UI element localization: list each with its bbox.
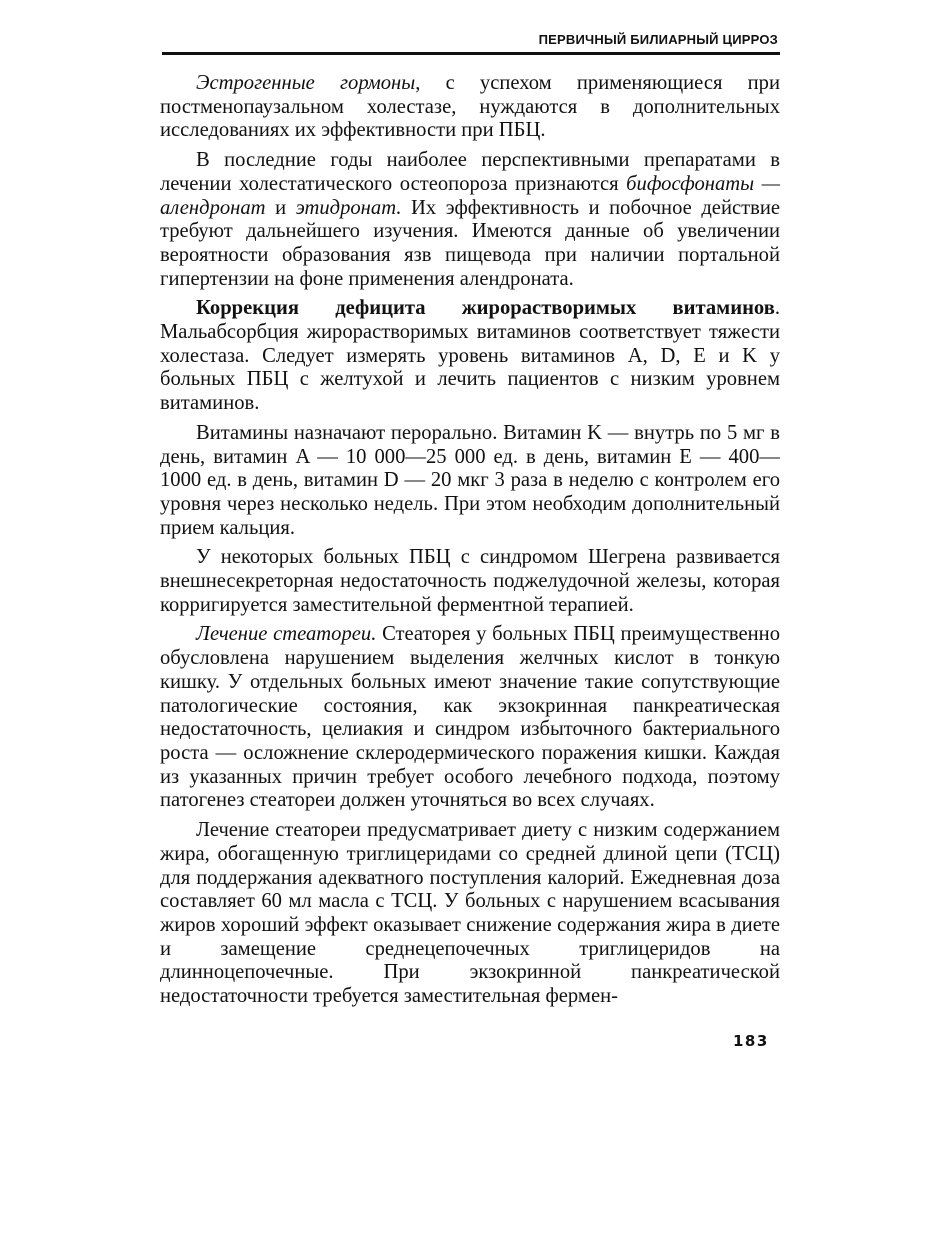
paragraph-text: Их эффективность и побочное действие требуют дальнейшего изучения. Имеются данные об увеличении вероятности образования язв пищевода при наличии портальной гипертензии на фоне применения алендроната.	[160, 196, 780, 290]
paragraph-text: Стеаторея у больных ПБЦ преимущественно обусловлена нарушением выделения желчных кислот в тонкую кишку. У отдельных больных имеют значение такие сопутствующие патологические состояния, как экзокринная панкреатическая недостаточность, целиакия и синдром избыточного бактериального роста — осложнение склеродермического поражения кишки. Каждая из указанных причин требует особого лечебного подхода, поэтому патогенез стеатореи должен уточняться во всех случаях.	[160, 623, 780, 812]
running-title: ПЕРВИЧНЫЙ БИЛИАРНЫЙ ЦИРРОЗ	[538, 32, 778, 47]
paragraph-steatorrhea-treatment	[160, 819, 780, 1009]
paragraph-text: . Мальабсорбция жирорастворимых витаминов соответствует тяжести холестаза. Следует измерять уровень витаминов A, D, E и K у больных ПБЦ с желтухой и лечить пациентов с низким уровнем витаминов.	[160, 297, 780, 415]
page-body	[160, 72, 780, 1015]
paragraph-text: Витамины назначают перорально. Витамин K — внутрь по 5 мг в день, витамин A — 10 000—25 000 ед. в день, витамин E — 400—1000 ед. в день, витамин D — 20 мкг 3 раза в неделю с контролем его уровня через несколько недель. При этом необходим дополнительный прием кальция.	[160, 421, 780, 539]
inline-italic-term: этидронат.	[295, 196, 402, 219]
paragraph-lead-italic: Лечение стеатореи.	[196, 623, 377, 646]
paragraph-text: , с успехом применяющиеся при постменопаузальном холестазе, нуждаются в дополнительных исследованиях их эффективности при ПБЦ.	[160, 72, 780, 142]
paragraph-vitamin-correction	[160, 297, 780, 416]
paragraph-text: В последние годы наиболее перспективными препаратами в лечении холестатического остеопороза признаются	[160, 149, 780, 195]
running-header	[162, 28, 780, 55]
page-number: 183	[733, 1032, 769, 1050]
paragraph-lead-italic: Эстрогенные гормоны	[196, 72, 416, 94]
paragraph-vitamin-dosage	[160, 422, 780, 541]
paragraph-estrogens	[160, 72, 780, 143]
paragraph-text: и	[265, 196, 296, 219]
paragraph-bisphosphonates	[160, 149, 780, 291]
paragraph-text: Лечение стеатореи предусматривает диету с низким содержанием жира, обогащенную триглицеридами со средней длиной цепи (ТСЦ) для поддержания адекватного поступления калорий. Ежедневная доза составляет 60 мл масла с ТСЦ. У больных с нарушением всасывания жиров хороший эффект оказывает снижение содержания жира в диете и замещение среднецепочечных триглицеридов на длинноцепочечные. При экзокринной панкреатической недостаточности требуется заместительная фермен-	[160, 819, 780, 1008]
paragraph-sjogren	[160, 546, 780, 617]
inline-italic-term: бифосфонаты — алендронат	[160, 172, 780, 219]
paragraph-lead-bold: Коррекция дефицита жирорастворимых витаминов	[196, 297, 775, 320]
paragraph-text: У некоторых больных ПБЦ с синдромом Шегрена развивается внешнесекреторная недостаточность поджелудочной железы, которая корригируется заместительной ферментной терапией.	[160, 546, 780, 616]
paragraph-steatorrhea	[160, 623, 780, 813]
